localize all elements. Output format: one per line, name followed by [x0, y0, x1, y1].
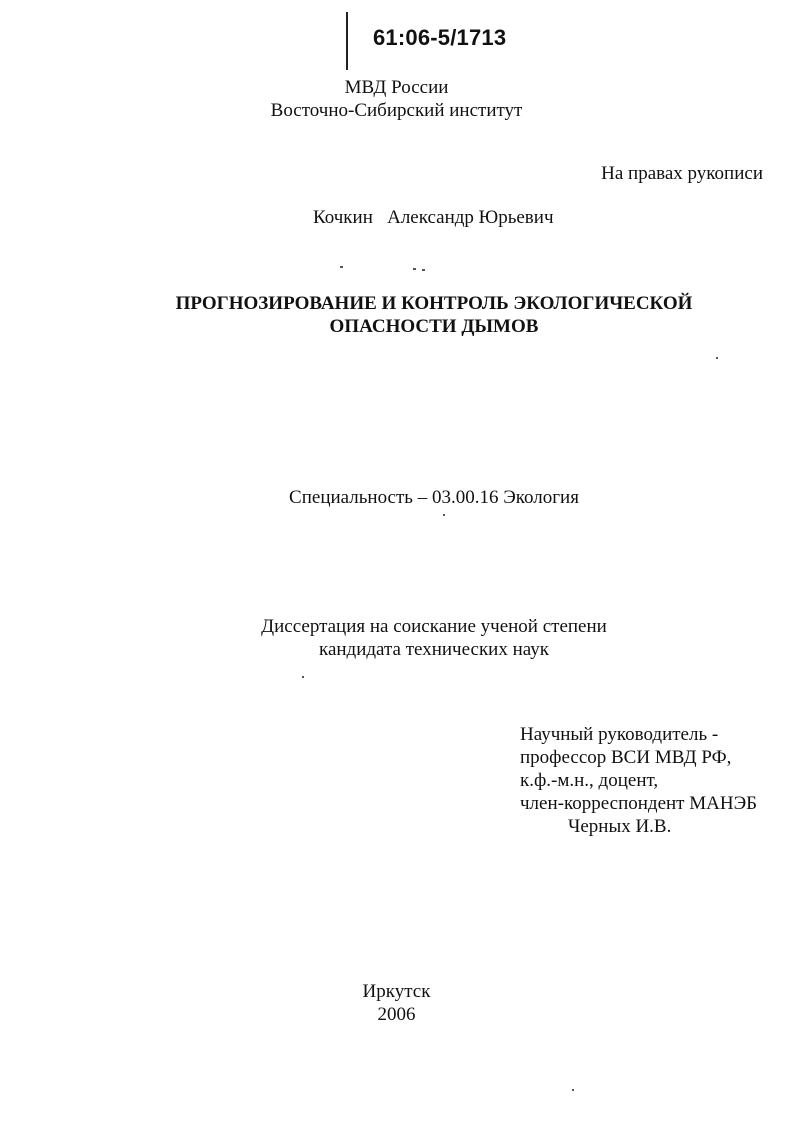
- scan-speck: [443, 514, 445, 516]
- degree-line-2: кандидата технических наук: [319, 639, 549, 660]
- scan-speck: [716, 357, 718, 359]
- scan-speck: [422, 269, 425, 271]
- advisor-line-2: профессор ВСИ МВД РФ,: [520, 747, 732, 768]
- scientific-advisor-block: [520, 723, 757, 838]
- scan-speck: [340, 266, 343, 268]
- author-name: Кочкин Александр Юрьевич: [313, 207, 554, 228]
- specialty: Специальность – 03.00.16 Экология: [289, 487, 579, 508]
- advisor-line-3: к.ф.-м.н., доцент,: [520, 770, 659, 791]
- advisor-name: Черных И.В.: [568, 816, 672, 837]
- ministry-name: МВД России: [344, 77, 449, 98]
- degree-line-1: Диссертация на соискание ученой степени: [261, 616, 607, 637]
- advisor-line-4: член-корреспондент МАНЭБ: [520, 793, 758, 814]
- stamp-vertical-line: [346, 12, 348, 70]
- dissertation-title-line-2: ОПАСНОСТИ ДЫМОВ: [329, 316, 539, 337]
- scan-speck: [302, 676, 304, 678]
- institute-name: Восточно-Сибирский институт: [270, 100, 523, 121]
- scan-speck: [413, 268, 416, 270]
- dissertation-title-line-1: ПРОГНОЗИРОВАНИЕ И КОНТРОЛЬ ЭКОЛОГИЧЕСКОЙ: [175, 293, 693, 314]
- city: Иркутск: [362, 981, 431, 1002]
- manuscript-rights-note: На правах рукописи: [601, 163, 763, 184]
- scan-speck: [572, 1089, 574, 1091]
- catalog-stamp-number: 61:06-5/1713: [373, 25, 507, 50]
- year: 2006: [377, 1004, 416, 1025]
- advisor-line-1: Научный руководитель -: [520, 724, 719, 745]
